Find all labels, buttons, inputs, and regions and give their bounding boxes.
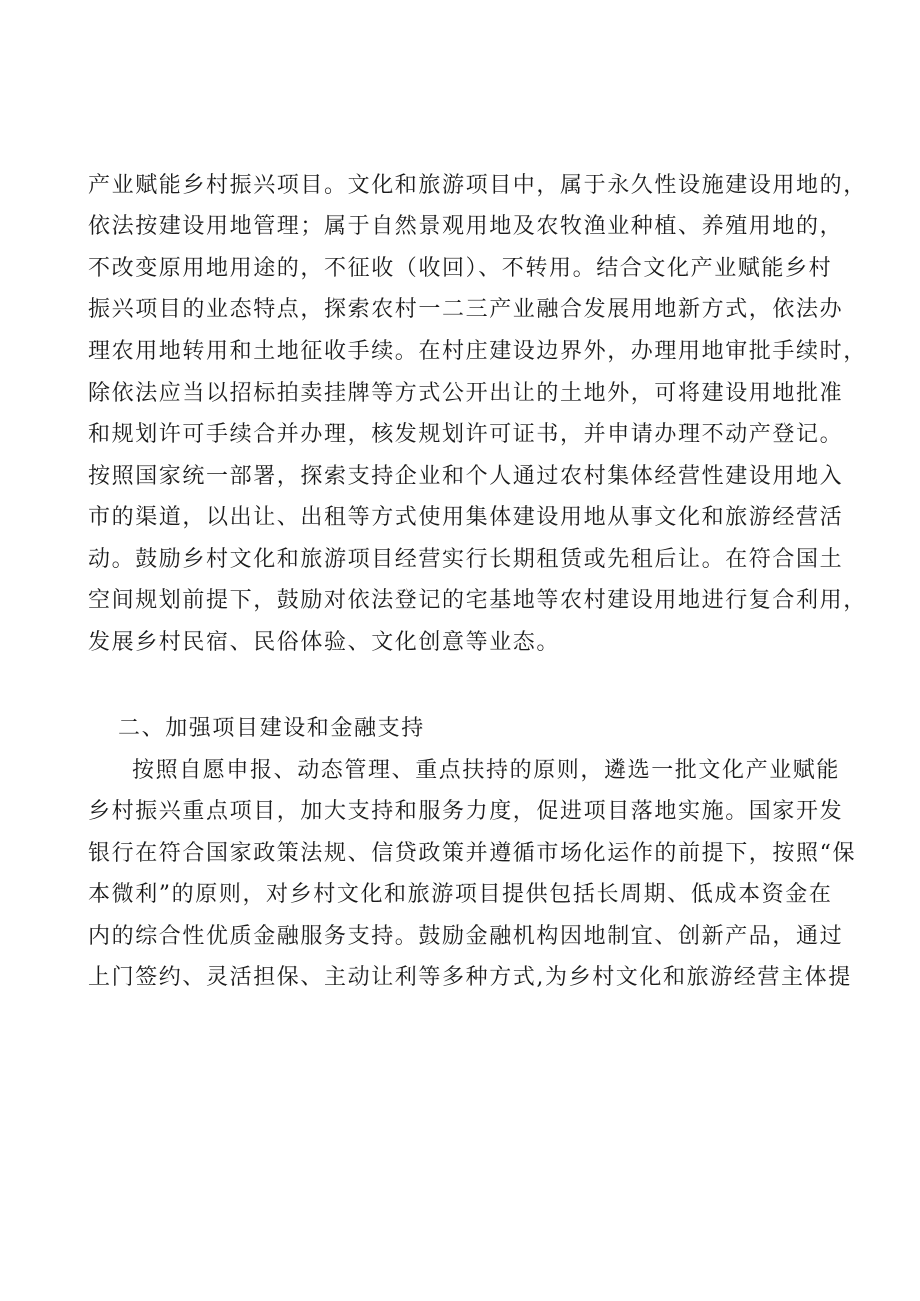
paragraph-2-line-3: 银行在符合国家政策法规、信贷政策并遵循市场化运作的前提下，按照“保: [88, 841, 857, 866]
paragraph-1-line-4: 振兴项目的业态特点，探索农村一二三产业融合发展用地新方式，依法办: [88, 297, 844, 322]
paragraph-1-line-3: 不改变原用地用途的，不征收（收回）、不转用。结合文化产业赋能乡村: [88, 256, 833, 281]
paragraph-1-line-10: 动。鼓励乡村文化和旅游项目经营实行长期租赁或先租后让。在符合国土: [88, 547, 844, 572]
paragraph-1-line-6: 除依法应当以招标拍卖挂牌等方式公开出让的土地外，可将建设用地批准: [88, 381, 844, 406]
paragraph-1-line-1: 产业赋能乡村振兴项目。文化和旅游项目中，属于永久性设施建设用地的，: [88, 173, 867, 198]
paragraph-1-line-5: 理农用地转用和土地征收手续。在村庄建设边界外，办理用地审批手续时，: [88, 339, 867, 364]
paragraph-2-line-2: 乡村振兴重点项目，加大支持和服务力度，促进项目落地实施。国家开发: [88, 799, 844, 824]
section-heading: 二、加强项目建设和金融支持: [118, 716, 425, 741]
paragraph-2-line-1: 按照自愿申报、动态管理、重点扶持的原则，遴选一批文化产业赋能: [132, 758, 841, 783]
paragraph-1-line-11: 空间规划前提下，鼓励对依法登记的宅基地等农村建设用地进行复合利用，: [88, 588, 867, 613]
paragraph-2-line-4: 本微利”的原则，对乡村文化和旅游项目提供包括长周期、低成本资金在: [88, 882, 833, 907]
paragraph-1-line-2: 依法按建设用地管理；属于自然景观用地及农牧渔业种植、养殖用地的，: [88, 214, 844, 239]
paragraph-2-line-6: 上门签约、灵活担保、主动让利等多种方式,为乡村文化和旅游经营主体提: [88, 965, 852, 990]
paragraph-1-line-12: 发展乡村民宿、民俗体验、文化创意等业态。: [88, 630, 561, 655]
paragraph-1-line-7: 和规划许可手续合并办理，核发规划许可证书，并申请办理不动产登记。: [88, 422, 844, 447]
paragraph-1-line-9: 市的渠道，以出让、出租等方式使用集体建设用地从事文化和旅游经营活: [88, 505, 844, 530]
paragraph-1-line-8: 按照国家统一部署，探索支持企业和个人通过农村集体经营性建设用地入: [88, 464, 844, 489]
paragraph-2-line-5: 内的综合性优质金融服务支持。鼓励金融机构因地制宜、创新产品，通过: [88, 924, 844, 949]
